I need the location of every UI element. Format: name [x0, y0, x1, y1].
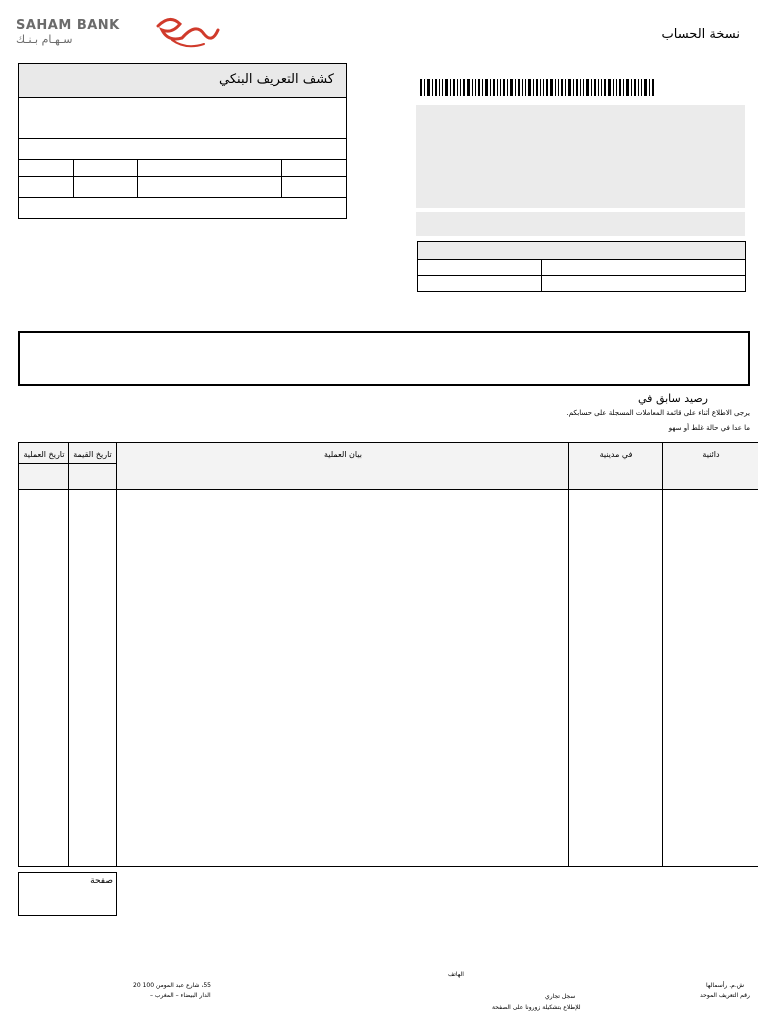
col-header-description: بيان العملية	[324, 450, 362, 459]
col-header-operation-date: تاريخ العملية	[23, 450, 65, 459]
brand-name-arabic: سـهـام بـنـك	[16, 33, 73, 46]
footer-address-line-1: 55، شارع عبد المومن 100 20	[133, 982, 211, 989]
bank-logo	[16, 14, 221, 54]
footer-phone-label: الهاتف	[448, 971, 464, 978]
footer-company-line-2: رقم التعريف الموحد	[700, 992, 750, 999]
notice-line-2: ما عدا في حالة غلط أو سهو	[668, 424, 750, 432]
barcode-graphic	[420, 79, 656, 96]
brand-name-latin: SAHAM BANK	[16, 18, 120, 33]
col-header-debit: في مدينية	[599, 450, 633, 459]
account-info-table	[417, 241, 746, 292]
address-panel	[416, 105, 745, 208]
rib-title-bar	[19, 64, 346, 98]
page-label: صفحة	[90, 876, 113, 886]
footer-address-line-2: الدار البيضاء – المغرب –	[150, 992, 211, 999]
brand-mark-icon	[152, 14, 222, 52]
transactions-table	[18, 442, 758, 868]
footer-visit-site: للإطلاع بتشكيلة زورونا على الصفحة	[492, 1004, 581, 1011]
footer-trade-register: سجل تجاري	[545, 993, 576, 1000]
previous-balance-label: رصيد سابق في	[638, 392, 708, 405]
footer-company-line-1: ش.م. رأسمالها	[706, 982, 745, 989]
account-copy-label: نسخة الحساب	[661, 27, 740, 42]
col-header-credit: دائنية	[702, 450, 720, 459]
col-header-value-date: تاريخ القيمة	[73, 450, 112, 459]
page-box	[18, 872, 117, 916]
notice-line-1: يرجى الاطلاع أثناء على قائمة المعاملات المسجلة على حسابكم.	[566, 409, 750, 417]
barcode	[420, 79, 656, 96]
rib-box	[18, 63, 347, 219]
address-panel-footer	[416, 212, 745, 236]
message-box	[18, 331, 750, 386]
rib-title: كشف التعريف البنكي	[219, 72, 334, 87]
